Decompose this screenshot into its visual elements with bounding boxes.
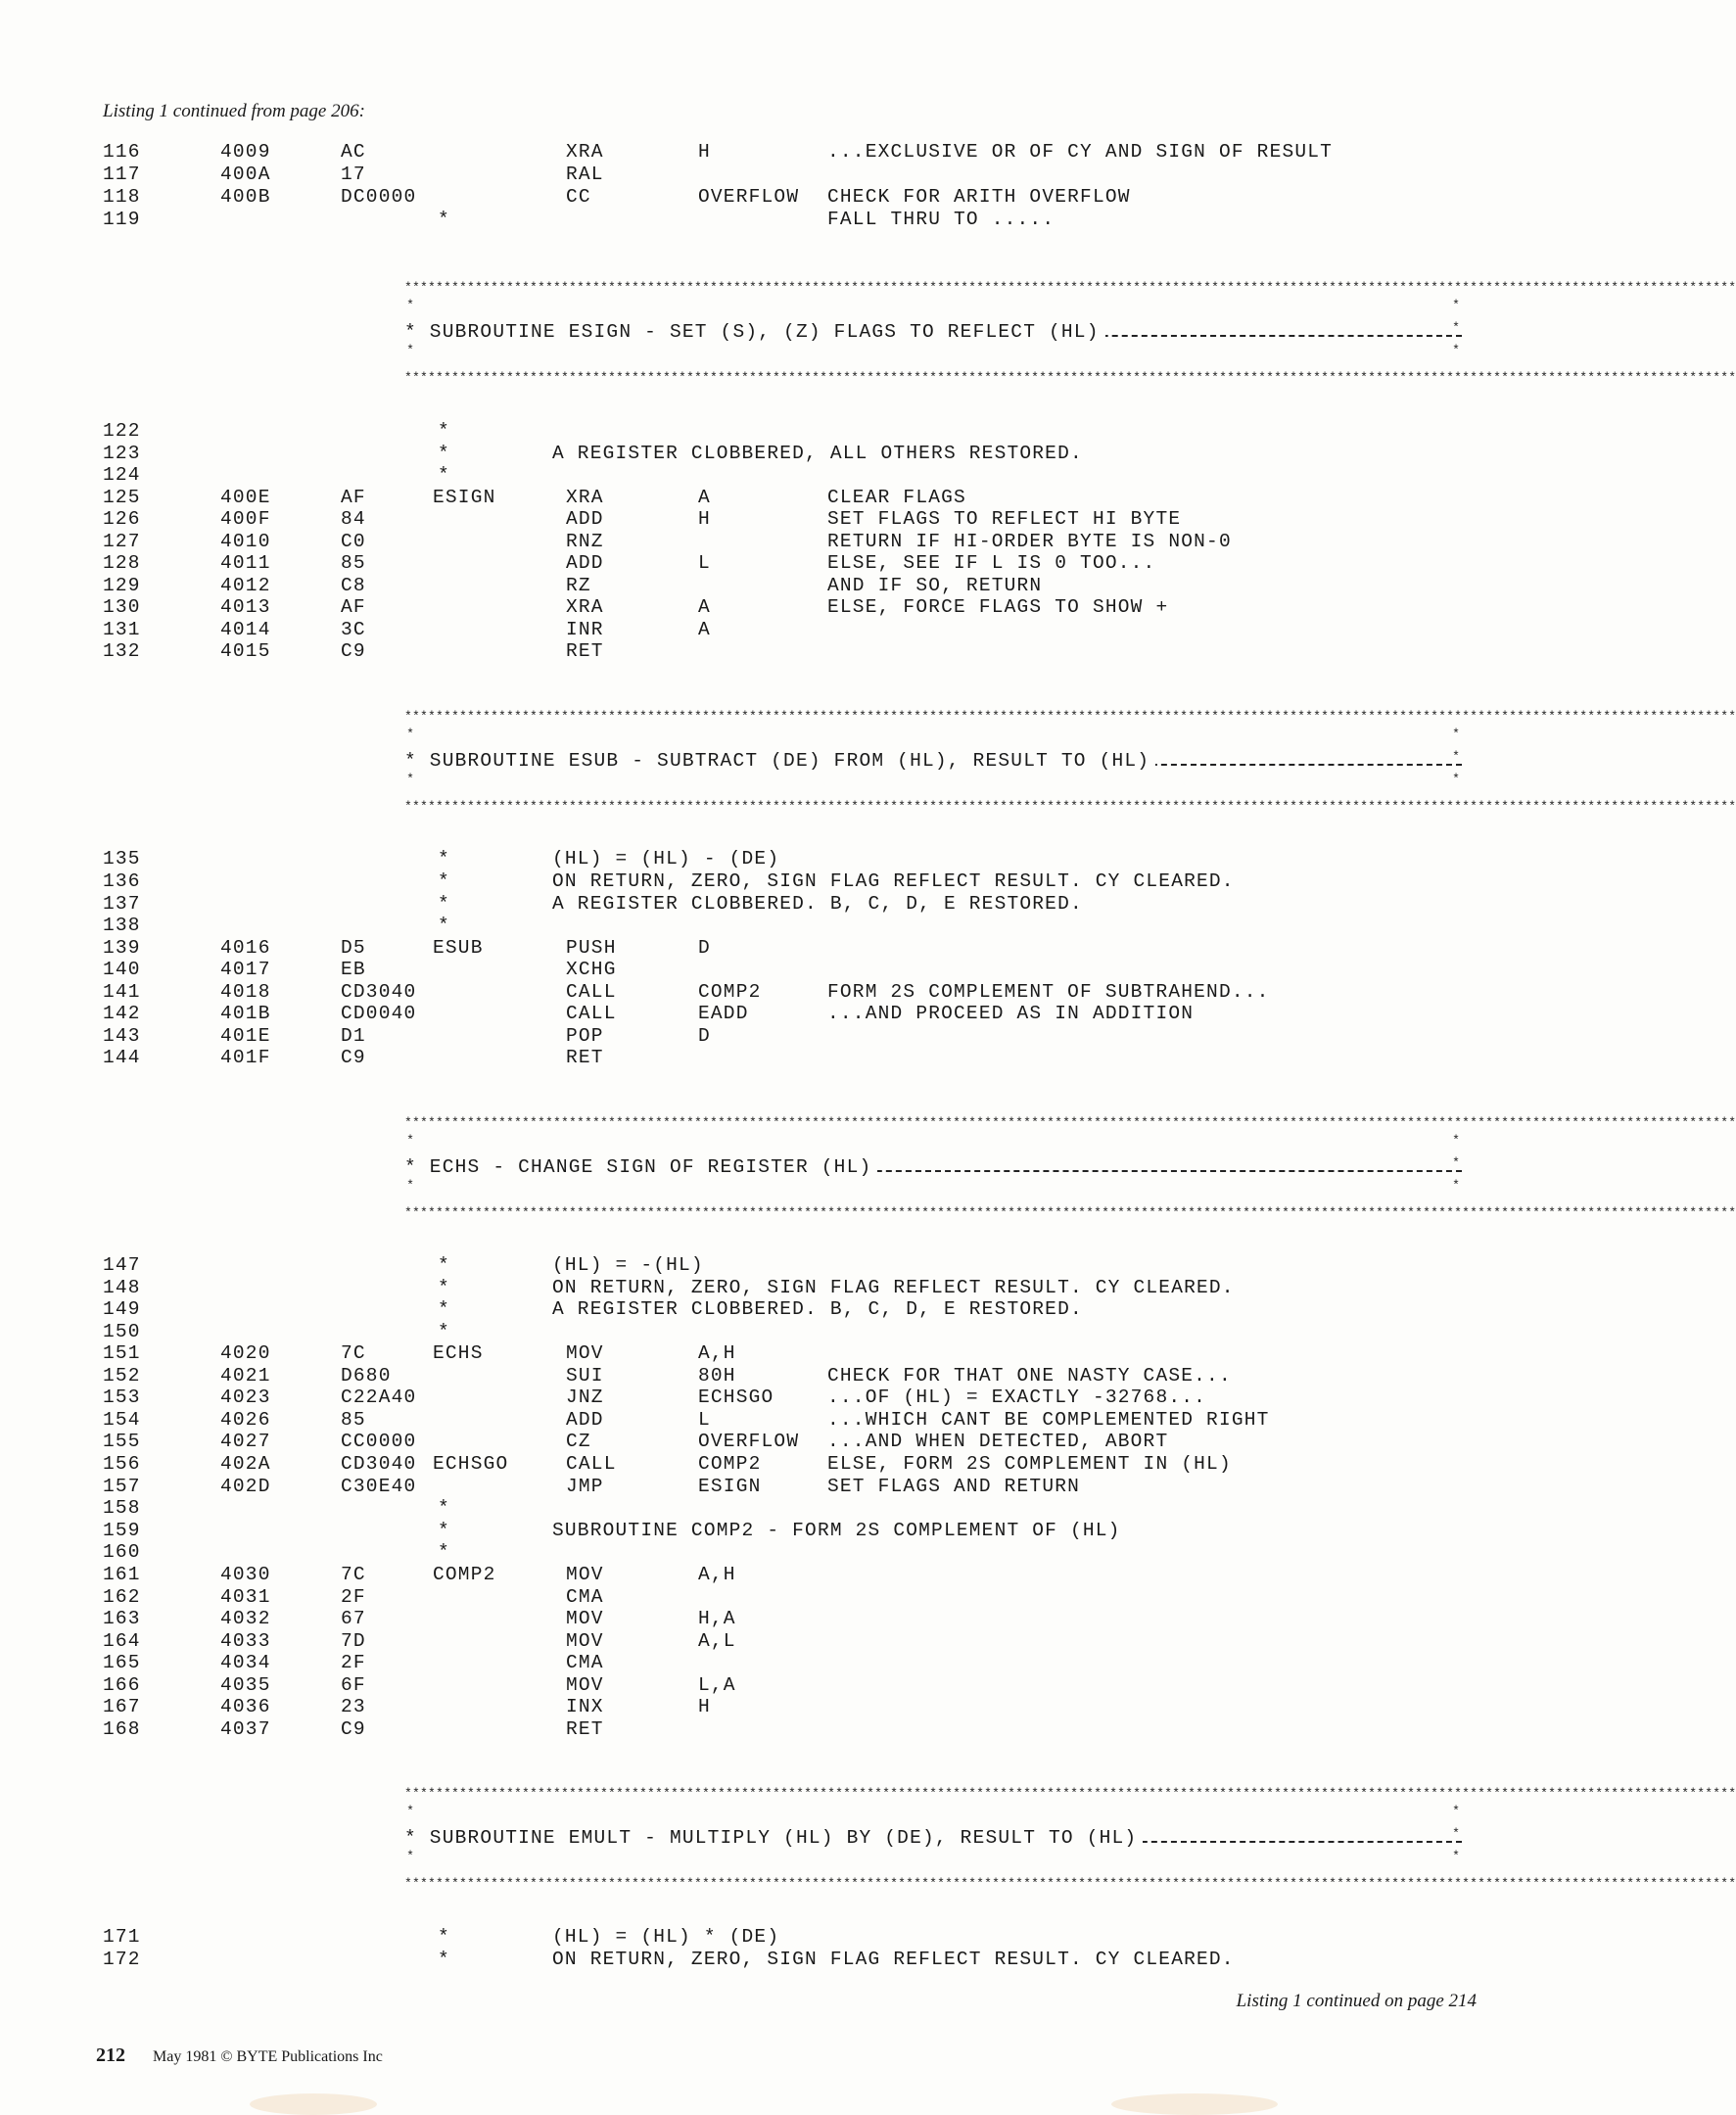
line-number: 148: [103, 1277, 141, 1298]
line-number: 136: [103, 870, 141, 892]
line-number: 132: [103, 640, 141, 662]
code-line: [0, 1586, 1540, 1610]
address: 4030: [220, 1564, 271, 1585]
line-number: 168: [103, 1718, 141, 1740]
line-number: 167: [103, 1696, 141, 1717]
comment-text: (HL) = (HL) * (DE): [552, 1926, 780, 1948]
code-line: [0, 1025, 1540, 1049]
comment-text: ...EXCLUSIVE OR OF CY AND SIGN OF RESULT: [827, 141, 1334, 163]
banner-title: * SUBROUTINE EMULT - MULTIPLY (HL) BY (DE), RESULT TO (HL): [404, 1827, 1143, 1849]
comment-text: RETURN IF HI-ORDER BYTE IS NON-0: [827, 531, 1232, 552]
opcode: MOV: [566, 1674, 604, 1696]
asterisk-rule: **************************************************************************************************************************************************************************: [404, 1876, 1736, 1891]
line-number: 172: [103, 1949, 141, 1970]
code-line: [0, 1003, 1540, 1026]
code-line: [0, 1696, 1540, 1719]
opcode: CALL: [566, 1453, 617, 1475]
address: 4027: [220, 1431, 271, 1452]
opcode: XCHG: [566, 959, 617, 980]
code-line: [0, 893, 1540, 916]
operand: EADD: [698, 1003, 749, 1024]
code-line: [0, 959, 1540, 982]
comment-star: *: [438, 1949, 450, 1970]
label: ESUB: [433, 937, 484, 959]
code-line: [0, 1254, 1540, 1278]
address: 4031: [220, 1586, 271, 1608]
address: 401E: [220, 1025, 271, 1047]
operand: OVERFLOW: [698, 1431, 800, 1452]
comment-text: ELSE, FORM 2S COMPLEMENT IN (HL): [827, 1453, 1232, 1475]
operand: H: [698, 141, 711, 163]
operand: ESIGN: [698, 1476, 762, 1497]
address: 4010: [220, 531, 271, 552]
line-number: 140: [103, 959, 141, 980]
operand: L: [698, 552, 711, 574]
code-line: [0, 1321, 1540, 1344]
address: 401F: [220, 1047, 271, 1068]
opcode: RET: [566, 1047, 604, 1068]
address: 4017: [220, 959, 271, 980]
opcode: RET: [566, 1718, 604, 1740]
address: 4026: [220, 1409, 271, 1431]
code-line: [0, 1926, 1540, 1950]
code-line: [0, 1047, 1540, 1070]
address: 400B: [220, 186, 271, 208]
line-number: 117: [103, 164, 141, 185]
operand: COMP2: [698, 1453, 762, 1475]
object-code: 85: [341, 552, 366, 574]
opcode: JNZ: [566, 1386, 604, 1408]
comment-star: *: [438, 1497, 450, 1519]
object-code: CC0000: [341, 1431, 417, 1452]
comment-text: ON RETURN, ZERO, SIGN FLAG REFLECT RESULT. CY CLEARED.: [552, 1949, 1235, 1970]
opcode: POP: [566, 1025, 604, 1047]
code-line: [0, 848, 1540, 871]
comment-text: A REGISTER CLOBBERED. B, C, D, E RESTORED.: [552, 1298, 1083, 1320]
code-line: [0, 1652, 1540, 1675]
comment-star: *: [438, 420, 450, 442]
code-line: [0, 1608, 1540, 1631]
object-code: 6F: [341, 1674, 366, 1696]
comment-text: A REGISTER CLOBBERED, ALL OTHERS RESTORED.: [552, 443, 1083, 464]
subroutine-banner: [404, 1115, 1736, 1220]
operand: A,L: [698, 1630, 736, 1652]
code-line: [0, 1298, 1540, 1322]
code-line: [0, 1718, 1540, 1742]
line-number: 162: [103, 1586, 141, 1608]
opcode: RET: [566, 640, 604, 662]
asterisk-border-left: * *: [406, 727, 414, 786]
comment-star: *: [438, 443, 450, 464]
asterisk-rule: **************************************************************************************************************************************************************************: [404, 280, 1736, 295]
code-line: [0, 1520, 1540, 1543]
address: 400E: [220, 487, 271, 508]
banner-title: * SUBROUTINE ESUB - SUBTRACT (DE) FROM (HL), RESULT TO (HL): [404, 750, 1155, 772]
code-line: [0, 596, 1540, 620]
line-number: 166: [103, 1674, 141, 1696]
address: 4037: [220, 1718, 271, 1740]
opcode: XRA: [566, 596, 604, 618]
continued-on-note: Listing 1 continued on page 214: [1236, 1991, 1477, 2011]
comment-text: SET FLAGS TO REFLECT HI BYTE: [827, 508, 1182, 530]
opcode: INR: [566, 619, 604, 640]
code-line: [0, 1431, 1540, 1454]
operand: H: [698, 508, 711, 530]
line-number: 123: [103, 443, 141, 464]
code-line: [0, 1541, 1540, 1565]
object-code: 7D: [341, 1630, 366, 1652]
opcode: CALL: [566, 981, 617, 1003]
address: 4012: [220, 575, 271, 596]
object-code: CD3040: [341, 1453, 417, 1475]
comment-star: *: [438, 464, 450, 486]
address: 400A: [220, 164, 271, 185]
operand: OVERFLOW: [698, 186, 800, 208]
paper-stain: [1111, 2093, 1278, 2115]
object-code: D5: [341, 937, 366, 959]
address: 4020: [220, 1342, 271, 1364]
address: 4034: [220, 1652, 271, 1673]
comment-star: *: [438, 870, 450, 892]
object-code: 2F: [341, 1652, 366, 1673]
code-line: [0, 508, 1540, 532]
line-number: 139: [103, 937, 141, 959]
operand: A,H: [698, 1564, 736, 1585]
paper-stain: [250, 2093, 377, 2115]
code-line: [0, 186, 1540, 210]
subroutine-banner: [404, 1786, 1736, 1891]
continued-from-note: Listing 1 continued from page 206:: [103, 101, 365, 121]
comment-text: (HL) = -(HL): [552, 1254, 704, 1276]
code-line: [0, 915, 1540, 938]
asterisk-border-right: * * *: [1452, 727, 1460, 786]
address: 4013: [220, 596, 271, 618]
page-number: 212: [96, 2044, 125, 2066]
object-code: 17: [341, 164, 366, 185]
address: 4032: [220, 1608, 271, 1629]
label: ECHS: [433, 1342, 484, 1364]
line-number: 131: [103, 619, 141, 640]
opcode: INX: [566, 1696, 604, 1717]
object-code: DC0000: [341, 186, 417, 208]
comment-star: *: [438, 915, 450, 936]
banner-title: * SUBROUTINE ESIGN - SET (S), (Z) FLAGS TO REFLECT (HL): [404, 321, 1105, 343]
line-number: 118: [103, 186, 141, 208]
code-line: [0, 619, 1540, 642]
comment-text: ...OF (HL) = EXACTLY -32768...: [827, 1386, 1207, 1408]
operand: D: [698, 937, 711, 959]
object-code: 7C: [341, 1564, 366, 1585]
operand: H,A: [698, 1608, 736, 1629]
asterisk-rule: **************************************************************************************************************************************************************************: [404, 1115, 1736, 1130]
opcode: RAL: [566, 164, 604, 185]
address: 4023: [220, 1386, 271, 1408]
asterisk-border-left: * *: [406, 1133, 414, 1193]
asterisk-rule: **************************************************************************************************************************************************************************: [404, 709, 1736, 724]
code-line: [0, 1342, 1540, 1366]
comment-text: CHECK FOR THAT ONE NASTY CASE...: [827, 1365, 1232, 1386]
object-code: 7C: [341, 1342, 366, 1364]
object-code: AF: [341, 596, 366, 618]
line-number: 142: [103, 1003, 141, 1024]
operand: L: [698, 1409, 711, 1431]
code-line: [0, 1497, 1540, 1521]
line-number: 164: [103, 1630, 141, 1652]
subroutine-banner: [404, 280, 1736, 385]
code-line: [0, 1476, 1540, 1499]
opcode: ADD: [566, 508, 604, 530]
comment-text: SUBROUTINE COMP2 - FORM 2S COMPLEMENT OF (HL): [552, 1520, 1121, 1541]
comment-text: SET FLAGS AND RETURN: [827, 1476, 1081, 1497]
comment-text: ...AND PROCEED AS IN ADDITION: [827, 1003, 1195, 1024]
line-number: 156: [103, 1453, 141, 1475]
code-line: [0, 870, 1540, 894]
comment-star: *: [438, 1926, 450, 1948]
object-code: AC: [341, 141, 366, 163]
line-number: 129: [103, 575, 141, 596]
object-code: 67: [341, 1608, 366, 1629]
object-code: C9: [341, 1047, 366, 1068]
code-line: [0, 937, 1540, 961]
asterisk-rule: **************************************************************************************************************************************************************************: [404, 1786, 1736, 1801]
code-line: [0, 420, 1540, 444]
operand: A: [698, 487, 711, 508]
code-line: [0, 487, 1540, 510]
object-code: AF: [341, 487, 366, 508]
comment-text: FORM 2S COMPLEMENT OF SUBTRAHEND...: [827, 981, 1270, 1003]
line-number: 149: [103, 1298, 141, 1320]
comment-star: *: [438, 893, 450, 915]
line-number: 124: [103, 464, 141, 486]
line-number: 116: [103, 141, 141, 163]
opcode: SUI: [566, 1365, 604, 1386]
comment-star: *: [438, 1254, 450, 1276]
address: 4021: [220, 1365, 271, 1386]
line-number: 127: [103, 531, 141, 552]
address: 4014: [220, 619, 271, 640]
object-code: 2F: [341, 1586, 366, 1608]
line-number: 155: [103, 1431, 141, 1452]
comment-text: ...AND WHEN DETECTED, ABORT: [827, 1431, 1169, 1452]
code-line: [0, 164, 1540, 187]
object-code: D1: [341, 1025, 366, 1047]
object-code: C9: [341, 1718, 366, 1740]
opcode: MOV: [566, 1608, 604, 1629]
publication-credit: May 1981 © BYTE Publications Inc: [153, 2048, 383, 2065]
comment-text: ...WHICH CANT BE COMPLEMENTED RIGHT: [827, 1409, 1270, 1431]
code-line: [0, 1564, 1540, 1587]
code-line: [0, 640, 1540, 664]
line-number: 154: [103, 1409, 141, 1431]
comment-star: *: [438, 1520, 450, 1541]
address: 4016: [220, 937, 271, 959]
line-number: 125: [103, 487, 141, 508]
line-number: 153: [103, 1386, 141, 1408]
object-code: 23: [341, 1696, 366, 1717]
code-line: [0, 1409, 1540, 1433]
address: 4036: [220, 1696, 271, 1717]
object-code: C9: [341, 640, 366, 662]
line-number: 135: [103, 848, 141, 870]
address: 4009: [220, 141, 271, 163]
object-code: D680: [341, 1365, 392, 1386]
comment-text: AND IF SO, RETURN: [827, 575, 1043, 596]
comment-text: ELSE, FORCE FLAGS TO SHOW +: [827, 596, 1169, 618]
opcode: XRA: [566, 141, 604, 163]
line-number: 128: [103, 552, 141, 574]
comment-text: A REGISTER CLOBBERED. B, C, D, E RESTORED.: [552, 893, 1083, 915]
code-line: [0, 1277, 1540, 1300]
operand: COMP2: [698, 981, 762, 1003]
code-line: [0, 464, 1540, 488]
opcode: CALL: [566, 1003, 617, 1024]
comment-star: *: [438, 209, 450, 230]
object-code: CD0040: [341, 1003, 417, 1024]
line-number: 122: [103, 420, 141, 442]
line-number: 138: [103, 915, 141, 936]
comment-star: *: [438, 1541, 450, 1563]
opcode: XRA: [566, 487, 604, 508]
object-code: 85: [341, 1409, 366, 1431]
operand: 80H: [698, 1365, 736, 1386]
comment-text: CLEAR FLAGS: [827, 487, 966, 508]
code-line: [0, 531, 1540, 554]
label: ECHSGO: [433, 1453, 509, 1475]
opcode: CC: [566, 186, 591, 208]
page-footer: [96, 2044, 383, 2067]
line-number: 137: [103, 893, 141, 915]
code-line: [0, 1630, 1540, 1654]
object-code: EB: [341, 959, 366, 980]
code-line: [0, 1674, 1540, 1698]
opcode: CMA: [566, 1652, 604, 1673]
address: 4035: [220, 1674, 271, 1696]
line-number: 165: [103, 1652, 141, 1673]
object-code: C22A40: [341, 1386, 417, 1408]
code-line: [0, 1453, 1540, 1477]
asterisk-border-right: * * *: [1452, 298, 1460, 357]
code-line: [0, 981, 1540, 1005]
address: 402A: [220, 1453, 271, 1475]
address: 4018: [220, 981, 271, 1003]
code-line: [0, 552, 1540, 576]
code-line: [0, 141, 1540, 164]
code-line: [0, 443, 1540, 466]
comment-text: ELSE, SEE IF L IS 0 TOO...: [827, 552, 1156, 574]
address: 4011: [220, 552, 271, 574]
code-line: [0, 209, 1540, 232]
operand: A,H: [698, 1342, 736, 1364]
label: COMP2: [433, 1564, 496, 1585]
object-code: C0: [341, 531, 366, 552]
opcode: PUSH: [566, 937, 617, 959]
object-code: 84: [341, 508, 366, 530]
comment-text: ON RETURN, ZERO, SIGN FLAG REFLECT RESULT. CY CLEARED.: [552, 870, 1235, 892]
object-code: CD3040: [341, 981, 417, 1003]
opcode: MOV: [566, 1342, 604, 1364]
operand: A: [698, 619, 711, 640]
comment-text: FALL THRU TO .....: [827, 209, 1056, 230]
asterisk-border-left: * *: [406, 1804, 414, 1863]
line-number: 163: [103, 1608, 141, 1629]
opcode: JMP: [566, 1476, 604, 1497]
opcode: CMA: [566, 1586, 604, 1608]
code-line: [0, 575, 1540, 598]
label: ESIGN: [433, 487, 496, 508]
asterisk-border-right: * * *: [1452, 1804, 1460, 1863]
asterisk-rule: **************************************************************************************************************************************************************************: [404, 370, 1736, 385]
line-number: 151: [103, 1342, 141, 1364]
comment-star: *: [438, 1298, 450, 1320]
address: 4015: [220, 640, 271, 662]
banner-title: * ECHS - CHANGE SIGN OF REGISTER (HL): [404, 1156, 877, 1178]
line-number: 141: [103, 981, 141, 1003]
opcode: ADD: [566, 1409, 604, 1431]
line-number: 160: [103, 1541, 141, 1563]
address: 401B: [220, 1003, 271, 1024]
comment-star: *: [438, 1277, 450, 1298]
line-number: 159: [103, 1520, 141, 1541]
comment-text: CHECK FOR ARITH OVERFLOW: [827, 186, 1131, 208]
operand: L,A: [698, 1674, 736, 1696]
line-number: 130: [103, 596, 141, 618]
address: 4033: [220, 1630, 271, 1652]
opcode: MOV: [566, 1630, 604, 1652]
line-number: 158: [103, 1497, 141, 1519]
subroutine-banner: [404, 709, 1736, 814]
line-number: 143: [103, 1025, 141, 1047]
code-line: [0, 1365, 1540, 1388]
comment-text: (HL) = (HL) - (DE): [552, 848, 780, 870]
opcode: CZ: [566, 1431, 591, 1452]
asterisk-border-right: * * *: [1452, 1133, 1460, 1193]
operand: A: [698, 596, 711, 618]
address: 400F: [220, 508, 271, 530]
line-number: 144: [103, 1047, 141, 1068]
line-number: 147: [103, 1254, 141, 1276]
line-number: 126: [103, 508, 141, 530]
address: 402D: [220, 1476, 271, 1497]
operand: D: [698, 1025, 711, 1047]
opcode: ADD: [566, 552, 604, 574]
operand: H: [698, 1696, 711, 1717]
object-code: C8: [341, 575, 366, 596]
comment-star: *: [438, 848, 450, 870]
object-code: 3C: [341, 619, 366, 640]
operand: ECHSGO: [698, 1386, 774, 1408]
opcode: MOV: [566, 1564, 604, 1585]
code-line: [0, 1386, 1540, 1410]
line-number: 171: [103, 1926, 141, 1948]
asterisk-rule: **************************************************************************************************************************************************************************: [404, 1205, 1736, 1220]
comment-text: ON RETURN, ZERO, SIGN FLAG REFLECT RESULT. CY CLEARED.: [552, 1277, 1235, 1298]
comment-star: *: [438, 1321, 450, 1342]
line-number: 150: [103, 1321, 141, 1342]
object-code: C30E40: [341, 1476, 417, 1497]
line-number: 152: [103, 1365, 141, 1386]
opcode: RNZ: [566, 531, 604, 552]
code-line: [0, 1949, 1540, 1972]
opcode: RZ: [566, 575, 591, 596]
line-number: 161: [103, 1564, 141, 1585]
asterisk-rule: **************************************************************************************************************************************************************************: [404, 799, 1736, 814]
line-number: 157: [103, 1476, 141, 1497]
line-number: 119: [103, 209, 141, 230]
asterisk-border-left: * *: [406, 298, 414, 357]
